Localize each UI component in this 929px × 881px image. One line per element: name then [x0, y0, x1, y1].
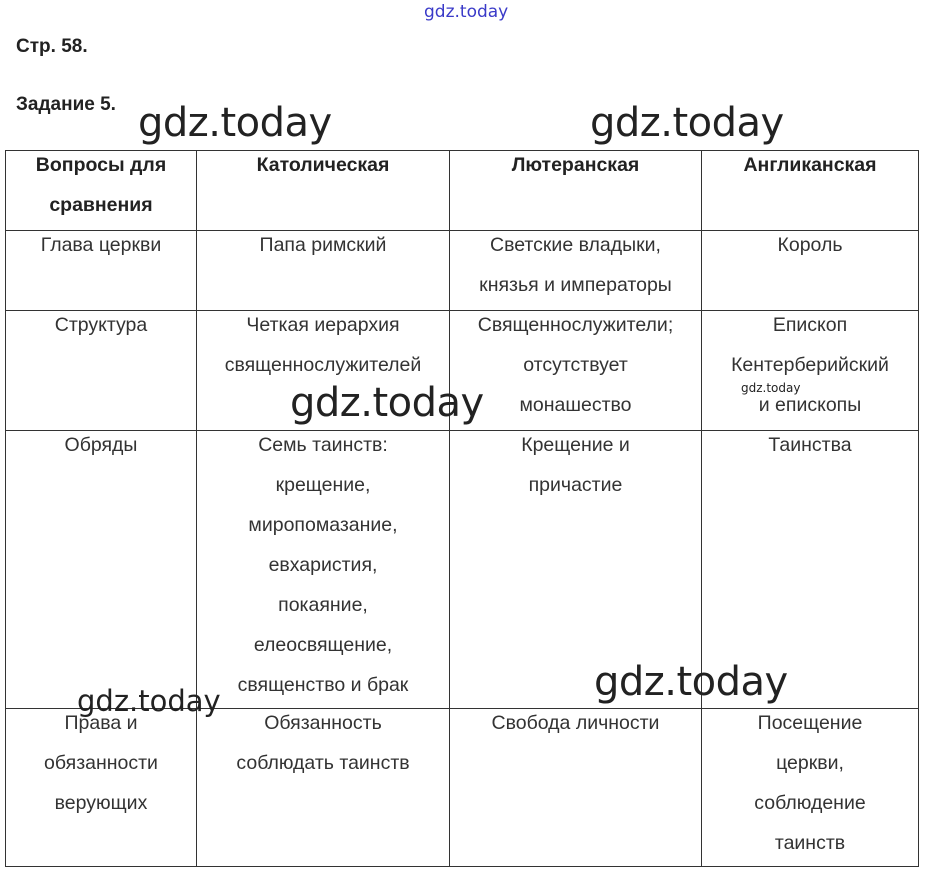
table-cell: Священнослужители; отсутствует монашество [450, 311, 702, 431]
table-row [6, 311, 919, 431]
table-cell: Глава церкви [6, 231, 197, 311]
table-cell: Папа римский [197, 231, 450, 311]
table-cell: Обряды [6, 431, 197, 709]
watermark: gdz.today [594, 659, 788, 705]
header-catholic: Католическая [197, 151, 450, 231]
watermark-top: gdz.today [424, 2, 509, 22]
watermark: gdz.today [741, 381, 801, 395]
header-lutheran: Лютеранская [450, 151, 702, 231]
table-cell: Король [702, 231, 919, 311]
table-cell: Свобода личности [450, 709, 702, 867]
table-cell: Четкая иерархия священнослужителей [197, 311, 450, 431]
watermark: gdz.today [77, 684, 221, 718]
table-row [6, 431, 919, 709]
table-cell: Обязанность соблюдать таинств [197, 709, 450, 867]
table-cell: Крещение и причастие [450, 431, 702, 709]
table-row [6, 709, 919, 867]
table-cell: Светские владыки, князья и императоры [450, 231, 702, 311]
table-cell: Епископ Кентерберийский и епископы [702, 311, 919, 431]
watermark: gdz.today [138, 100, 332, 146]
comparison-table [5, 150, 919, 867]
watermark: gdz.today [590, 100, 784, 146]
table-cell: Посещение церкви, соблюдение таинств [702, 709, 919, 867]
header-questions: Вопросы для сравнения [6, 151, 197, 231]
watermark: gdz.today [290, 380, 484, 426]
table-header-row [6, 151, 919, 231]
table-row [6, 231, 919, 311]
page-reference: Стр. 58. [16, 36, 88, 57]
header-anglican: Англиканская [702, 151, 919, 231]
table-cell: Структура [6, 311, 197, 431]
table-cell: Семь таинств: крещение, миропомазание, евхаристия, покаяние, елеосвящение, священство и брак [197, 431, 450, 709]
table-cell: Таинства [702, 431, 919, 709]
table-cell: Права и обязанности верующих [6, 709, 197, 867]
task-title: Задание 5. [16, 94, 116, 115]
